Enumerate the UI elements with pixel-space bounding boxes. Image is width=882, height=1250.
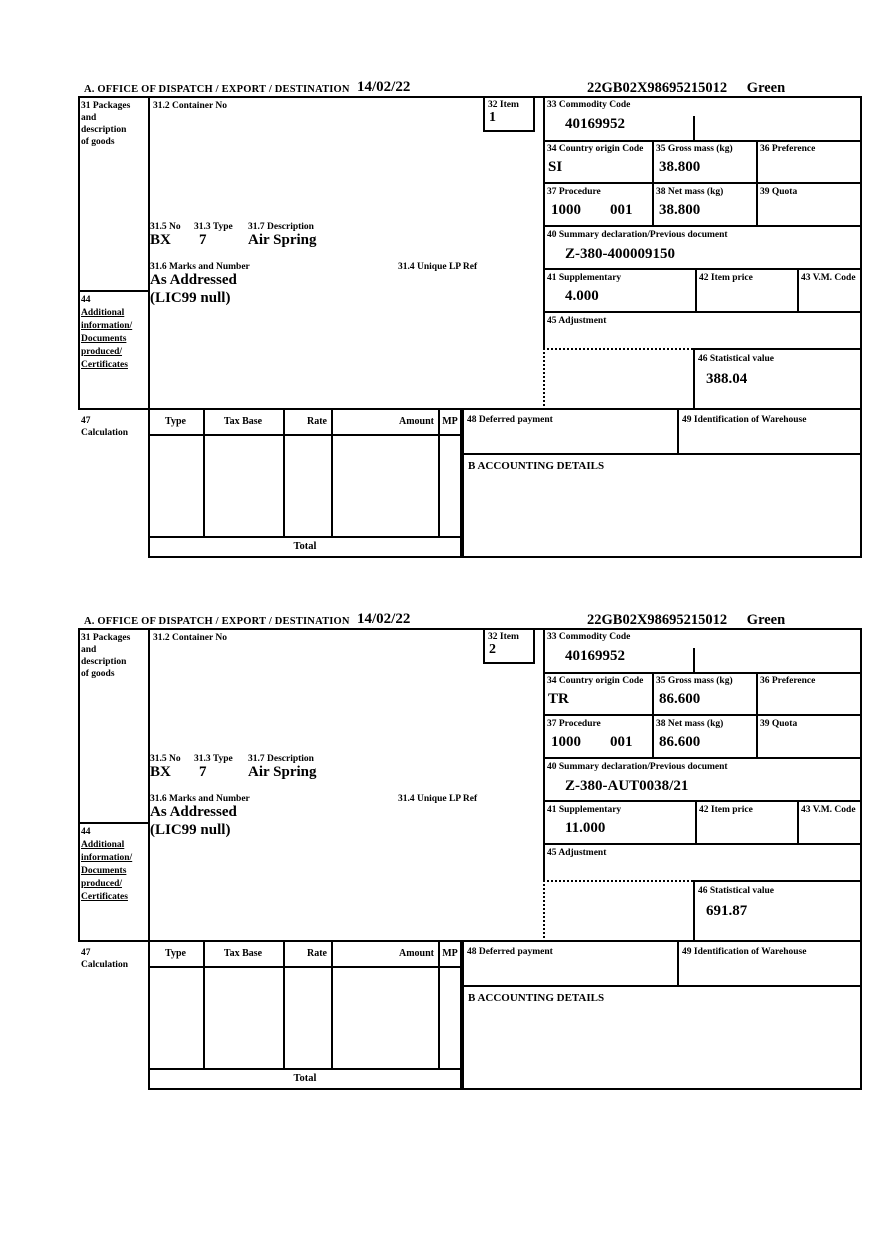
routing-status: Green <box>746 80 786 96</box>
mrn-line <box>587 612 785 629</box>
procedure-code-value: 1000 <box>551 202 581 218</box>
dotted-bottom-line <box>543 880 693 882</box>
container-no-label: 31.2 Container No <box>153 633 227 643</box>
commodity-code-value: 40169952 <box>565 648 625 664</box>
box34-35-divider <box>652 140 654 225</box>
mrn-number: 22GB02X98695215012 <box>587 80 728 96</box>
box41-42-divider <box>695 268 697 311</box>
box33-bottom-line <box>543 140 862 142</box>
routing-status: Green <box>746 612 786 628</box>
total-row: Total <box>148 1070 462 1090</box>
box31-label: of goods <box>81 669 115 679</box>
identification-warehouse-label: 49 Identification of Warehouse <box>682 415 807 425</box>
column-header-tax-base: Tax Base <box>223 416 263 427</box>
supplementary-label: 41 Supplementary <box>547 273 622 283</box>
preference-label: 36 Preference <box>760 144 816 154</box>
row34-bottom-line <box>543 714 862 716</box>
additional-information-value: (LIC99 null) <box>150 290 231 306</box>
column-header-amount: Amount <box>398 948 434 959</box>
commodity-code-subdivision <box>693 648 695 672</box>
package-type-label: 31.3 Type <box>194 754 233 764</box>
declaration-item-copy-0 <box>78 78 862 560</box>
left-column-divider <box>148 96 150 410</box>
marks-and-number-label: 31.6 Marks and Number <box>150 794 250 804</box>
box44-label: produced/ <box>81 879 123 889</box>
box44-label: Additional <box>81 308 125 318</box>
previous-document-value: Z-380-400009150 <box>565 246 675 262</box>
gross-mass-value: 86.600 <box>659 691 701 707</box>
column-header-amount: Amount <box>398 416 434 427</box>
column-header-type: Type <box>165 948 186 959</box>
box42-43-divider <box>797 268 799 311</box>
box31-label: 31 Packages <box>81 633 131 643</box>
table-header-line <box>148 966 462 968</box>
box44-top-divider <box>78 822 148 824</box>
vm-code-label: 43 V.M. Code <box>801 273 856 283</box>
box44-label: Additional <box>81 840 125 850</box>
commodity-code-label: 33 Commodity Code <box>547 632 631 642</box>
box44-label: produced/ <box>81 347 123 357</box>
item-label: 32 Item <box>488 632 519 642</box>
box44-label: Certificates <box>81 360 128 370</box>
item-number: 1 <box>489 110 496 125</box>
box31-label: description <box>81 657 127 667</box>
package-no-value: BX <box>150 232 171 248</box>
box40-bottom-line <box>543 800 862 802</box>
unique-lp-ref-label: 31.4 Unique LP Ref <box>398 262 478 272</box>
procedure-label: 37 Procedure <box>547 719 601 729</box>
preference-label: 36 Preference <box>760 676 816 686</box>
commodity-code-value: 40169952 <box>565 116 625 132</box>
box31-label: 31 Packages <box>81 101 131 111</box>
row41-bottom-line <box>543 311 862 313</box>
box32-item <box>483 96 535 132</box>
unique-lp-ref-label: 31.4 Unique LP Ref <box>398 794 478 804</box>
left-column-divider <box>148 628 150 942</box>
supplementary-value: 4.000 <box>565 288 599 304</box>
statistical-value: 388.04 <box>706 371 748 387</box>
row34-bottom-line <box>543 182 862 184</box>
marks-value: As Addressed <box>150 272 237 288</box>
procedure-label: 37 Procedure <box>547 187 601 197</box>
table-column-divider <box>438 942 440 1070</box>
table-column-divider <box>331 942 333 1070</box>
box44-label: information/ <box>81 321 133 331</box>
accounting-details-label: B ACCOUNTING DETAILS <box>468 992 605 1004</box>
box44-number: 44 <box>81 827 91 837</box>
item-number: 2 <box>489 642 496 657</box>
calculation-label: Calculation <box>81 428 128 438</box>
box33-bottom-line <box>543 672 862 674</box>
supplementary-value: 11.000 <box>565 820 606 836</box>
package-no-label: 31.5 No <box>150 222 181 232</box>
office-of-dispatch-label: A. OFFICE OF DISPATCH / EXPORT / DESTINATION <box>84 84 350 95</box>
item-label: 32 Item <box>488 100 519 110</box>
item-price-label: 42 Item price <box>699 805 753 815</box>
box44-number: 44 <box>81 295 91 305</box>
summary-declaration-label: 40 Summary declaration/Previous document <box>547 762 728 772</box>
net-mass-label: 38 Net mass (kg) <box>656 187 724 197</box>
gross-mass-value: 38.800 <box>659 159 701 175</box>
gross-mass-label: 35 Gross mass (kg) <box>656 144 733 154</box>
net-mass-value: 38.800 <box>659 202 701 218</box>
box47-number: 47 <box>81 948 91 958</box>
calculation-label: Calculation <box>81 960 128 970</box>
goods-description-value: Air Spring <box>248 232 317 248</box>
declaration-item-copy-1 <box>78 610 862 1092</box>
container-no-label: 31.2 Container No <box>153 101 227 111</box>
column-header-rate: Rate <box>307 416 327 427</box>
adjustment-label: 45 Adjustment <box>547 848 607 858</box>
deferred-payment-label: 48 Deferred payment <box>467 947 553 957</box>
box31-label: and <box>81 645 97 655</box>
deferred-payment-label: 48 Deferred payment <box>467 415 553 425</box>
adjustment-label: 45 Adjustment <box>547 316 607 326</box>
summary-declaration-label: 40 Summary declaration/Previous document <box>547 230 728 240</box>
box41-42-divider <box>695 800 697 843</box>
country-origin-value: SI <box>548 159 563 175</box>
box42-43-divider <box>797 800 799 843</box>
row37-bottom-line <box>543 225 862 227</box>
description-label: 31.7 Description <box>248 754 314 764</box>
goods-description-value: Air Spring <box>248 764 317 780</box>
table-header-line <box>148 434 462 436</box>
statistical-value: 691.87 <box>706 903 748 919</box>
calculation-table <box>148 942 462 1070</box>
box44-label: information/ <box>81 853 133 863</box>
row41-bottom-line <box>543 843 862 845</box>
dotted-left-divider <box>543 348 545 410</box>
table-column-divider <box>283 942 285 1070</box>
declaration-date: 14/02/22 <box>357 611 411 627</box>
box44-label: Documents <box>81 334 127 344</box>
identification-warehouse-label: 49 Identification of Warehouse <box>682 947 807 957</box>
declaration-date: 14/02/22 <box>357 79 411 95</box>
package-no-value: BX <box>150 764 171 780</box>
box44-top-divider <box>78 290 148 292</box>
total-row: Total <box>148 538 462 558</box>
quota-label: 39 Quota <box>760 187 798 197</box>
net-mass-value: 86.600 <box>659 734 701 750</box>
procedure-code-value: 1000 <box>551 734 581 750</box>
statistical-value-label: 46 Statistical value <box>698 354 774 364</box>
box48-49-divider <box>677 942 679 987</box>
box34-35-divider <box>652 672 654 757</box>
additional-information-value: (LIC99 null) <box>150 822 231 838</box>
previous-document-value: Z-380-AUT0038/21 <box>565 778 689 794</box>
box48-49-divider <box>677 410 679 455</box>
column-header-tax-base: Tax Base <box>223 948 263 959</box>
commodity-code-label: 33 Commodity Code <box>547 100 631 110</box>
package-type-label: 31.3 Type <box>194 222 233 232</box>
description-label: 31.7 Description <box>248 222 314 232</box>
box40-bottom-line <box>543 268 862 270</box>
office-of-dispatch-label: A. OFFICE OF DISPATCH / EXPORT / DESTINATION <box>84 616 350 627</box>
box31-label: of goods <box>81 137 115 147</box>
gross-mass-label: 35 Gross mass (kg) <box>656 676 733 686</box>
row37-bottom-line <box>543 757 862 759</box>
box47-number: 47 <box>81 416 91 426</box>
statistical-value-label: 46 Statistical value <box>698 886 774 896</box>
package-type-value: 7 <box>199 232 207 248</box>
mrn-line <box>587 80 785 97</box>
dotted-bottom-line <box>543 348 693 350</box>
supplementary-label: 41 Supplementary <box>547 805 622 815</box>
column-header-rate: Rate <box>307 948 327 959</box>
box35-36-divider <box>756 672 758 757</box>
item-price-label: 42 Item price <box>699 273 753 283</box>
column-header-mp: MP <box>442 948 458 959</box>
country-origin-value: TR <box>548 691 569 707</box>
box32-item <box>483 628 535 664</box>
table-column-divider <box>203 942 205 1070</box>
marks-value: As Addressed <box>150 804 237 820</box>
box31-label: description <box>81 125 127 135</box>
procedure-category-value: 001 <box>610 734 633 750</box>
country-origin-label: 34 Country origin Code <box>547 676 644 686</box>
column-header-mp: MP <box>442 416 458 427</box>
package-type-value: 7 <box>199 764 207 780</box>
calculation-table <box>148 410 462 538</box>
column-header-type: Type <box>165 416 186 427</box>
box44-label: Documents <box>81 866 127 876</box>
box44-label: Certificates <box>81 892 128 902</box>
table-column-divider <box>438 410 440 538</box>
mrn-number: 22GB02X98695215012 <box>587 612 728 628</box>
package-no-label: 31.5 No <box>150 754 181 764</box>
quota-label: 39 Quota <box>760 719 798 729</box>
vm-code-label: 43 V.M. Code <box>801 805 856 815</box>
table-column-divider <box>283 410 285 538</box>
box35-36-divider <box>756 140 758 225</box>
box31-label: and <box>81 113 97 123</box>
country-origin-label: 34 Country origin Code <box>547 144 644 154</box>
table-column-divider <box>331 410 333 538</box>
commodity-code-subdivision <box>693 116 695 140</box>
dotted-left-divider <box>543 880 545 942</box>
marks-and-number-label: 31.6 Marks and Number <box>150 262 250 272</box>
table-column-divider <box>203 410 205 538</box>
accounting-details-label: B ACCOUNTING DETAILS <box>468 460 605 472</box>
net-mass-label: 38 Net mass (kg) <box>656 719 724 729</box>
procedure-category-value: 001 <box>610 202 633 218</box>
